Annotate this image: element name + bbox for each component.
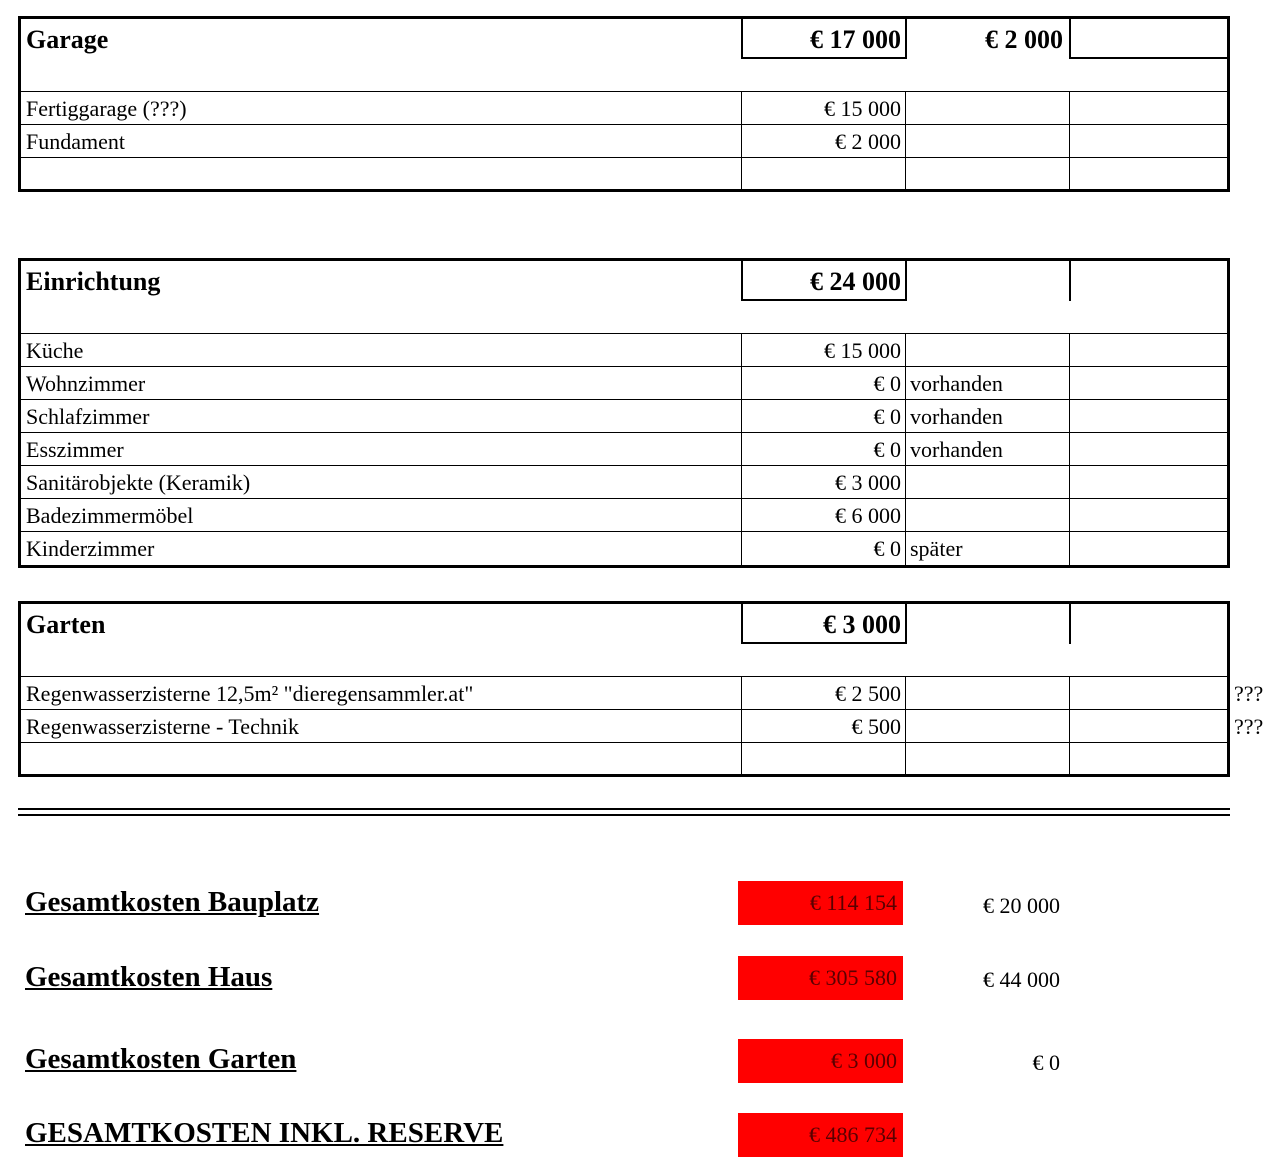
item-note[interactable] xyxy=(905,710,1069,742)
item-amount[interactable] xyxy=(741,743,905,774)
item-amount[interactable] xyxy=(741,158,905,189)
item-label[interactable]: Esszimmer xyxy=(26,437,124,462)
garage-spacer-row xyxy=(21,59,1227,92)
item-note[interactable]: vorhanden xyxy=(905,367,1069,399)
einrichtung-spacer-cell[interactable] xyxy=(21,301,1227,333)
table-row xyxy=(21,677,1227,710)
table-row-empty xyxy=(21,158,1227,189)
item-label[interactable]: Sanitärobjekte (Keramik) xyxy=(26,470,251,495)
item-label[interactable]: Kinderzimmer xyxy=(26,536,155,561)
item-note[interactable]: später xyxy=(905,532,1069,565)
garten-total[interactable]: € 3 000 xyxy=(741,604,905,644)
item-label[interactable]: Regenwasserzisterne - Technik xyxy=(26,714,299,739)
table-row xyxy=(21,367,1227,400)
garten-spacer-cell[interactable] xyxy=(21,644,1227,676)
item-amount[interactable]: € 0 xyxy=(741,400,905,432)
total-label-bauplatz[interactable]: Gesamtkosten Bauplatz xyxy=(25,886,320,918)
item-extra[interactable] xyxy=(1069,466,1230,498)
garten-spacer-row xyxy=(21,644,1227,677)
item-extra[interactable] xyxy=(1069,367,1230,399)
item-note[interactable]: vorhanden xyxy=(905,400,1069,432)
garage-title[interactable]: Garage xyxy=(26,25,109,54)
item-note[interactable] xyxy=(905,499,1069,531)
total-value-reserve[interactable]: € 486 734 xyxy=(738,1113,903,1157)
total-side-bauplatz[interactable]: € 20 000 xyxy=(983,893,1060,918)
total-side-garten[interactable]: € 0 xyxy=(1032,1050,1060,1075)
total-value-garten[interactable]: € 3 000 xyxy=(738,1039,903,1083)
item-label[interactable]: Regenwasserzisterne 12,5m² "dieregensammler.at" xyxy=(26,681,474,706)
item-label[interactable]: Fertiggarage (???) xyxy=(26,96,187,121)
item-amount[interactable]: € 3 000 xyxy=(741,466,905,498)
table-row xyxy=(21,499,1227,532)
item-note[interactable] xyxy=(905,334,1069,366)
garten-header-note[interactable] xyxy=(905,604,1069,644)
table-row xyxy=(21,400,1227,433)
table-row xyxy=(21,92,1227,125)
total-side-haus[interactable]: € 44 000 xyxy=(983,967,1060,992)
total-label-reserve[interactable]: GESAMTKOSTEN INKL. RESERVE xyxy=(25,1117,504,1149)
einrichtung-spacer-row xyxy=(21,301,1227,334)
table-row xyxy=(21,334,1227,367)
item-amount[interactable]: € 2 500 xyxy=(741,677,905,709)
garage-total[interactable]: € 17 000 xyxy=(741,19,905,59)
einrichtung-title[interactable]: Einrichtung xyxy=(26,267,161,296)
item-label[interactable]: Schlafzimmer xyxy=(26,404,150,429)
garten-side-mark[interactable]: ??? xyxy=(1234,681,1264,706)
item-label[interactable]: Küche xyxy=(26,338,84,363)
total-value-haus[interactable]: € 305 580 xyxy=(738,956,903,1000)
garten-side-mark[interactable]: ??? xyxy=(1234,714,1264,739)
item-extra[interactable] xyxy=(1069,743,1230,774)
item-note[interactable] xyxy=(905,466,1069,498)
item-extra[interactable] xyxy=(1069,677,1230,709)
einrichtung-header-extra[interactable] xyxy=(1069,261,1230,301)
total-label-garten[interactable]: Gesamtkosten Garten xyxy=(25,1043,297,1075)
garage-header-row xyxy=(21,19,1227,59)
item-note[interactable] xyxy=(905,158,1069,189)
item-note[interactable] xyxy=(905,743,1069,774)
item-extra[interactable] xyxy=(1069,532,1230,565)
item-amount[interactable]: € 0 xyxy=(741,532,905,565)
table-row xyxy=(21,433,1227,466)
einrichtung-header-row xyxy=(21,261,1227,301)
garage-header-extra[interactable] xyxy=(1069,19,1230,59)
item-amount[interactable]: € 0 xyxy=(741,433,905,465)
item-label[interactable] xyxy=(21,158,741,189)
table-row-empty xyxy=(21,743,1227,774)
item-extra[interactable] xyxy=(1069,334,1230,366)
item-note[interactable]: vorhanden xyxy=(905,433,1069,465)
item-note[interactable] xyxy=(905,677,1069,709)
item-amount[interactable]: € 15 000 xyxy=(741,92,905,124)
item-extra[interactable] xyxy=(1069,710,1230,742)
item-note[interactable] xyxy=(905,92,1069,124)
total-value-bauplatz[interactable]: € 114 154 xyxy=(738,881,903,925)
table-row xyxy=(21,710,1227,743)
item-label[interactable]: Fundament xyxy=(26,129,125,154)
item-extra[interactable] xyxy=(1069,400,1230,432)
table-row xyxy=(21,532,1227,565)
item-extra[interactable] xyxy=(1069,92,1230,124)
table-row xyxy=(21,466,1227,499)
garten-section xyxy=(18,601,1230,777)
item-label[interactable]: Wohnzimmer xyxy=(26,371,146,396)
garage-section xyxy=(18,16,1230,192)
garten-header-extra[interactable] xyxy=(1069,604,1230,644)
section-divider xyxy=(18,808,1230,816)
item-extra[interactable] xyxy=(1069,499,1230,531)
total-label-haus[interactable]: Gesamtkosten Haus xyxy=(25,961,273,993)
einrichtung-total[interactable]: € 24 000 xyxy=(741,261,905,301)
garage-spacer-cell[interactable] xyxy=(21,59,1227,91)
item-amount[interactable]: € 500 xyxy=(741,710,905,742)
item-amount[interactable]: € 0 xyxy=(741,367,905,399)
item-label[interactable]: Badezimmermöbel xyxy=(26,503,194,528)
garten-title[interactable]: Garten xyxy=(26,610,106,639)
item-amount[interactable]: € 15 000 xyxy=(741,334,905,366)
item-note[interactable] xyxy=(905,125,1069,157)
garage-total-2[interactable]: € 2 000 xyxy=(905,19,1069,59)
item-extra[interactable] xyxy=(1069,433,1230,465)
table-row xyxy=(21,125,1227,158)
item-amount[interactable]: € 2 000 xyxy=(741,125,905,157)
garten-header-row xyxy=(21,604,1227,644)
item-extra[interactable] xyxy=(1069,125,1230,157)
einrichtung-header-note[interactable] xyxy=(905,261,1069,301)
item-amount[interactable]: € 6 000 xyxy=(741,499,905,531)
einrichtung-section xyxy=(18,258,1230,568)
item-extra[interactable] xyxy=(1069,158,1230,189)
item-label[interactable] xyxy=(21,743,741,774)
